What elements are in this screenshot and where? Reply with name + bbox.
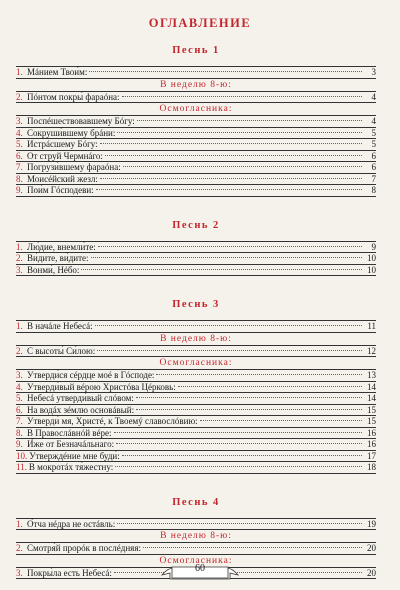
entry-title: В Правослáвнóй вéре: — [27, 427, 112, 438]
entry-number: 1. — [16, 321, 23, 331]
dot-leader — [97, 350, 362, 351]
entry-title: От струй Чермнáго: — [27, 150, 103, 161]
dot-leader — [117, 132, 362, 133]
dot-leader — [143, 547, 362, 548]
entry-page: 20 — [367, 543, 376, 553]
entry-page: 14 — [367, 393, 376, 403]
subsection-heading: В неделю 8-ю: — [16, 530, 376, 543]
song-title: Песнь 1 — [172, 45, 220, 56]
entry-title: Мáнием Твои́м: — [27, 67, 88, 77]
entry-title: Погрузи́вшему фарaóна: — [27, 162, 121, 172]
toc-entry[interactable] — [16, 382, 376, 394]
entry-number: 3. — [16, 567, 23, 578]
entry-title: Истрáсшему Бóгу: — [27, 139, 98, 149]
entry-title: Утверди́ мя, Христé, к Твоемý славослóвию: — [27, 416, 198, 426]
dot-leader — [117, 523, 362, 524]
toc-entry[interactable] — [16, 346, 376, 358]
toc-entry[interactable] — [16, 242, 376, 254]
dot-leader — [122, 96, 362, 97]
subsection-heading: Осмогласника: — [16, 357, 376, 370]
entry-title: И́же от Безначáльнаго: — [27, 439, 115, 449]
entry-title: Утверди́ся сéрдце моé в Гóсподе: — [27, 370, 155, 380]
entry-page: 6 — [371, 162, 376, 172]
entry-page: 3 — [371, 67, 376, 77]
entry-number: 2. — [16, 543, 23, 553]
entry-number: 1. — [16, 518, 23, 529]
toc-entry[interactable] — [16, 139, 376, 151]
toc-entry[interactable] — [16, 519, 376, 531]
entry-page: 11 — [367, 321, 376, 331]
dot-leader — [100, 178, 362, 179]
entry-number: 6. — [16, 404, 23, 415]
entry-title: Моисéйский жезл: — [27, 173, 98, 184]
toc-entry[interactable] — [16, 451, 376, 463]
entry-title: Небесá утверди́вый слóвом: — [27, 393, 134, 403]
toc-entry[interactable] — [16, 405, 376, 417]
entry-page: 19 — [367, 518, 376, 529]
entry-number: 2. — [16, 91, 23, 102]
entry-title: С высоты́ Си́лою: — [27, 345, 96, 356]
toc-entry[interactable] — [16, 393, 376, 405]
dot-leader — [95, 325, 362, 326]
entry-page: 4 — [371, 91, 376, 102]
toc-entry[interactable] — [16, 116, 376, 128]
dot-leader — [137, 120, 362, 121]
dot-leader — [98, 246, 362, 247]
entry-number: 7. — [16, 416, 23, 426]
page-title: ОГЛАВЛЕНИЕ — [148, 16, 252, 30]
dot-leader — [114, 432, 362, 433]
subsection-heading: Осмогласника: — [16, 555, 376, 568]
dot-leader — [136, 409, 362, 410]
toc-entry[interactable] — [16, 265, 376, 277]
toc-entry[interactable] — [16, 128, 376, 140]
entry-title: Ви́дите, ви́дите: — [27, 253, 89, 263]
entry-number: 1. — [16, 67, 23, 77]
entry-number: 5. — [16, 139, 23, 149]
dot-leader — [156, 374, 362, 375]
toc-entry[interactable] — [16, 185, 376, 197]
entry-page: 20 — [367, 567, 376, 578]
toc-entry[interactable] — [16, 416, 376, 428]
entry-number: 10. — [16, 450, 28, 461]
entry-title: Вонми́, Нéбо: — [27, 264, 80, 275]
entry-page: 16 — [367, 427, 376, 438]
entry-number: 9. — [16, 439, 23, 449]
entry-page: 5 — [371, 127, 376, 138]
dot-leader — [91, 257, 362, 258]
entry-page: 13 — [367, 370, 376, 380]
toc-entry[interactable] — [16, 462, 376, 474]
entry-page: 10 — [367, 253, 376, 263]
dot-leader — [178, 386, 362, 387]
page-number: 60 — [195, 563, 205, 574]
song-title: Песнь 4 — [172, 496, 220, 508]
toc-entry[interactable] — [16, 174, 376, 186]
entry-number: 3. — [16, 116, 23, 126]
entry-title: В мокротáх тя́жестну: — [28, 462, 114, 472]
entry-title: Утверждéние мне буди́: — [29, 450, 120, 461]
toc-entry[interactable] — [16, 151, 376, 163]
entry-title: Сокруши́вшему брáни: — [27, 127, 116, 138]
toc-entry[interactable] — [16, 321, 376, 333]
entry-number: 1. — [16, 241, 23, 252]
subsection-heading: В неделю 8-ю: — [16, 79, 376, 92]
dot-leader — [100, 143, 362, 144]
entry-number: 4. — [16, 127, 23, 138]
song-title: Песнь 2 — [172, 219, 220, 231]
song-title: Песнь 3 — [172, 299, 220, 310]
entry-page: 5 — [371, 139, 376, 149]
entry-page: 16 — [367, 439, 376, 449]
entry-page: 7 — [371, 173, 376, 184]
entry-page: 15 — [367, 416, 376, 426]
toc-entry[interactable] — [16, 162, 376, 174]
entry-title: На водáх зéмлю основáвый: — [27, 404, 135, 415]
toc-entry[interactable] — [16, 67, 376, 79]
entry-page: 10 — [367, 264, 376, 275]
toc-entry[interactable] — [16, 428, 376, 440]
entry-page: 18 — [367, 462, 376, 472]
dot-leader — [116, 443, 362, 444]
toc-entry[interactable] — [16, 92, 376, 104]
entry-number: 5. — [16, 393, 23, 403]
toc-entry[interactable] — [16, 439, 376, 451]
entry-number: 8. — [16, 173, 23, 184]
toc-entry[interactable] — [16, 543, 376, 555]
entry-number: 11. — [16, 462, 27, 472]
dot-leader — [123, 166, 362, 167]
toc-entry[interactable] — [16, 253, 376, 265]
entry-page: 12 — [367, 345, 376, 356]
entry-page: 6 — [371, 150, 376, 161]
entry-title: Утверди́вый вéрою Христóва Цéрковь: — [27, 381, 176, 392]
toc-entry[interactable] — [16, 370, 376, 382]
entry-title: Пóнтом покры́ фарaóна: — [27, 91, 120, 102]
entry-number: 3. — [16, 264, 23, 275]
entry-page: 9 — [371, 241, 376, 252]
entry-title: Поспéшествовавшему Бóгу: — [27, 116, 135, 126]
entry-title: В начáле Небесá: — [27, 321, 93, 331]
entry-page: 15 — [367, 404, 376, 415]
entry-number: 9. — [16, 185, 23, 195]
entry-page: 8 — [371, 185, 376, 195]
subsection-heading: В неделю 8-ю: — [16, 333, 376, 346]
dot-leader — [96, 189, 362, 190]
entry-number: 2. — [16, 253, 23, 263]
entry-title: О́тча нéдра не остáвль: — [27, 518, 116, 529]
entry-page: 14 — [367, 381, 376, 392]
entry-page: 4 — [371, 116, 376, 126]
dot-leader — [81, 269, 362, 270]
toc-content — [16, 44, 376, 579]
entry-number: 6. — [16, 150, 23, 161]
dot-leader — [136, 397, 362, 398]
dot-leader — [122, 455, 362, 456]
entry-page: 17 — [367, 450, 376, 461]
dot-leader — [105, 155, 362, 156]
dot-leader — [200, 420, 362, 421]
entry-title: Смотря́й прорóк в послéдняя: — [27, 543, 141, 553]
entry-title: Пои́м Гóсподеви: — [27, 185, 94, 195]
subsection-heading: Осмогласника: — [16, 103, 376, 116]
entry-number: 4. — [16, 381, 23, 392]
dot-leader — [89, 71, 362, 72]
entry-number: 7. — [16, 162, 23, 172]
entry-number: 3. — [16, 370, 23, 380]
entry-title: Лю́дие, внемли́те: — [27, 241, 96, 252]
entry-number: 2. — [16, 345, 23, 356]
entry-number: 8. — [16, 427, 23, 438]
entry-title: Покры́ла есть Небесá: — [27, 567, 112, 578]
dot-leader — [115, 466, 362, 467]
